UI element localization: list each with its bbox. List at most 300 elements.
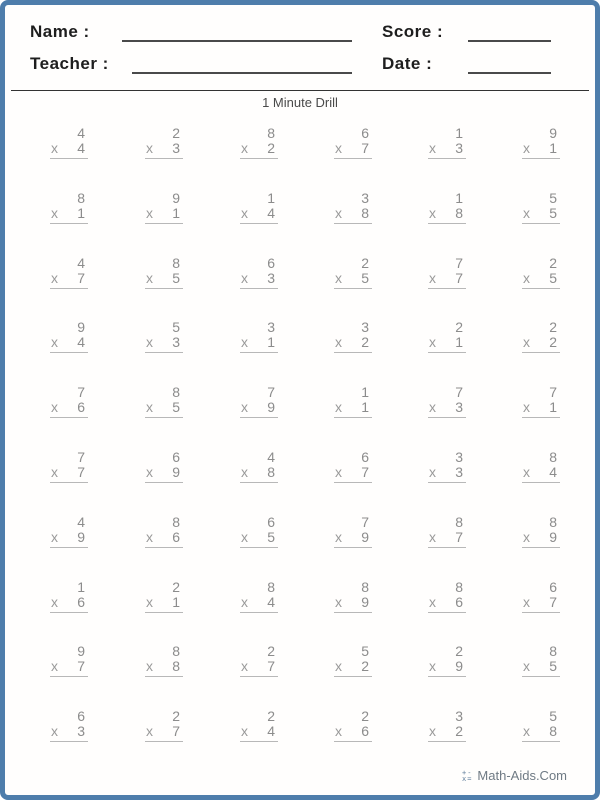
multiplication-problem — [50, 191, 88, 233]
multiplication-problem — [334, 644, 372, 686]
multiplier-row — [522, 530, 560, 545]
answer-space[interactable] — [522, 223, 560, 233]
multiplier: 4 — [267, 594, 275, 610]
multiply-sign: x — [335, 529, 342, 545]
multiplicand: 2 — [361, 255, 369, 271]
answer-space[interactable] — [334, 158, 372, 168]
multiplicand: 4 — [77, 255, 85, 271]
multiply-sign: x — [146, 723, 153, 739]
multiplier-row — [428, 206, 466, 221]
answer-space[interactable] — [240, 612, 278, 622]
multiplication-problem — [428, 450, 466, 492]
multiplier-row — [334, 724, 372, 739]
multiplicand: 8 — [549, 643, 557, 659]
multiply-sign: x — [51, 723, 58, 739]
multiplicand: 6 — [361, 125, 369, 141]
multiplier-row — [145, 595, 183, 610]
multiplier-row — [145, 400, 183, 415]
answer-space[interactable] — [522, 288, 560, 298]
multiplier: 1 — [549, 140, 557, 156]
answer-space[interactable] — [522, 547, 560, 557]
score-label: Score : — [382, 22, 444, 41]
multiplicand: 5 — [549, 190, 557, 206]
answer-space[interactable] — [334, 223, 372, 233]
multiply-sign: x — [51, 464, 58, 480]
multiplier: 7 — [77, 464, 85, 480]
multiply-sign: x — [523, 464, 530, 480]
multiply-sign: x — [51, 334, 58, 350]
multiplication-problem — [145, 256, 183, 298]
multiplier-row — [522, 141, 560, 156]
multiplier-row — [428, 659, 466, 674]
multiply-sign: x — [429, 270, 436, 286]
multiplicand: 1 — [267, 190, 275, 206]
answer-space[interactable] — [334, 288, 372, 298]
logo-times-equals: x= — [461, 774, 473, 783]
multiplication-problem — [50, 256, 88, 298]
multiply-sign: x — [429, 529, 436, 545]
multiplier-row — [428, 465, 466, 480]
multiplication-problem — [240, 385, 278, 427]
multiplication-problem — [334, 320, 372, 362]
name-blank-line[interactable] — [122, 40, 352, 42]
multiplicand: 1 — [77, 579, 85, 595]
multiplier-row — [334, 335, 372, 350]
multiplier: 2 — [361, 334, 369, 350]
multiply-sign: x — [51, 205, 58, 221]
multiply-sign: x — [429, 334, 436, 350]
multiplier: 4 — [267, 205, 275, 221]
multiplication-problem — [50, 644, 88, 686]
multiplier-row — [145, 206, 183, 221]
answer-space[interactable] — [240, 158, 278, 168]
multiplication-problem — [428, 256, 466, 298]
multiplicand: 4 — [267, 449, 275, 465]
multiplier: 5 — [172, 270, 180, 286]
answer-space[interactable] — [522, 676, 560, 686]
multiplier: 7 — [172, 723, 180, 739]
multiplier: 6 — [361, 723, 369, 739]
multiply-sign: x — [523, 334, 530, 350]
multiplicand: 8 — [549, 449, 557, 465]
multiplier: 5 — [549, 658, 557, 674]
answer-space[interactable] — [428, 547, 466, 557]
date-blank-line[interactable] — [468, 72, 551, 74]
answer-space[interactable] — [50, 612, 88, 622]
multiplier: 1 — [267, 334, 275, 350]
multiplier-row — [428, 141, 466, 156]
answer-space[interactable] — [240, 288, 278, 298]
answer-space[interactable] — [240, 741, 278, 751]
multiplier: 6 — [172, 529, 180, 545]
multiply-sign: x — [523, 140, 530, 156]
multiplication-problem — [50, 385, 88, 427]
multiplication-problem — [50, 450, 88, 492]
answer-space[interactable] — [145, 482, 183, 492]
multiplicand: 9 — [77, 319, 85, 335]
multiplication-problem — [50, 126, 88, 168]
multiplier: 3 — [172, 334, 180, 350]
multiply-sign: x — [241, 658, 248, 674]
multiplicand: 2 — [455, 319, 463, 335]
answer-space[interactable] — [145, 417, 183, 427]
answer-space[interactable] — [334, 417, 372, 427]
answer-space[interactable] — [334, 482, 372, 492]
multiplication-problem — [522, 580, 560, 622]
multiplier-row — [145, 530, 183, 545]
answer-space[interactable] — [334, 547, 372, 557]
multiply-sign: x — [241, 334, 248, 350]
multiplicand: 6 — [267, 514, 275, 530]
multiplier-row — [50, 206, 88, 221]
multiplicand: 5 — [361, 643, 369, 659]
multiplication-problem — [428, 709, 466, 751]
multiply-sign: x — [241, 140, 248, 156]
multiplier: 1 — [172, 594, 180, 610]
multiplier-row — [428, 271, 466, 286]
multiplication-problem — [240, 644, 278, 686]
answer-space[interactable] — [145, 741, 183, 751]
answer-space[interactable] — [145, 288, 183, 298]
multiply-sign: x — [51, 529, 58, 545]
multiply-sign: x — [429, 464, 436, 480]
multiplicand: 3 — [361, 319, 369, 335]
multiplicand: 6 — [172, 449, 180, 465]
multiplication-problem — [334, 580, 372, 622]
multiplication-problem — [522, 191, 560, 233]
answer-space[interactable] — [50, 741, 88, 751]
answer-space[interactable] — [145, 223, 183, 233]
multiplier-row — [240, 141, 278, 156]
multiplier: 9 — [455, 658, 463, 674]
multiplication-problem — [145, 191, 183, 233]
multiplicand: 2 — [549, 255, 557, 271]
multiplication-problem — [240, 256, 278, 298]
multiplicand: 2 — [267, 643, 275, 659]
answer-space[interactable] — [334, 612, 372, 622]
multiplier-row — [522, 335, 560, 350]
multiplier-row — [334, 659, 372, 674]
multiply-sign: x — [523, 594, 530, 610]
multiplication-problem — [145, 580, 183, 622]
multiplier-row — [50, 465, 88, 480]
multiply-sign: x — [523, 399, 530, 415]
worksheet-title: 1 Minute Drill — [262, 95, 338, 110]
date-label: Date : — [382, 54, 433, 73]
multiplier: 7 — [455, 529, 463, 545]
multiplicand: 6 — [361, 449, 369, 465]
multiplication-problem — [145, 709, 183, 751]
multiplier: 2 — [361, 658, 369, 674]
answer-space[interactable] — [145, 352, 183, 362]
multiplier: 8 — [549, 723, 557, 739]
multiplier-row — [240, 400, 278, 415]
multiplicand: 7 — [267, 384, 275, 400]
multiplicand: 3 — [455, 449, 463, 465]
multiplication-problem — [334, 709, 372, 751]
multiplicand: 2 — [455, 643, 463, 659]
answer-space[interactable] — [240, 547, 278, 557]
brand-name: Math-Aids.Com — [477, 768, 567, 783]
multiply-sign: x — [429, 723, 436, 739]
multiplier-row — [240, 465, 278, 480]
multiplicand: 9 — [172, 190, 180, 206]
answer-space[interactable] — [428, 352, 466, 362]
answer-space[interactable] — [240, 482, 278, 492]
multiplier: 7 — [361, 140, 369, 156]
multiply-sign: x — [335, 464, 342, 480]
header-divider — [11, 90, 589, 91]
multiplier: 1 — [172, 205, 180, 221]
multiply-sign: x — [429, 205, 436, 221]
multiply-sign: x — [335, 658, 342, 674]
teacher-blank-line[interactable] — [132, 72, 352, 74]
multiplication-problem — [145, 320, 183, 362]
multiplicand: 4 — [77, 125, 85, 141]
math-aids-logo-icon — [462, 770, 472, 782]
multiplier-row — [50, 335, 88, 350]
multiply-sign: x — [146, 464, 153, 480]
multiplier: 2 — [455, 723, 463, 739]
multiplier-row — [50, 141, 88, 156]
multiplier-row — [522, 271, 560, 286]
multiplier-row — [50, 530, 88, 545]
answer-space[interactable] — [522, 741, 560, 751]
multiply-sign: x — [429, 594, 436, 610]
multiplier: 8 — [455, 205, 463, 221]
multiplier-row — [522, 400, 560, 415]
multiplier-row — [334, 595, 372, 610]
multiply-sign: x — [146, 140, 153, 156]
multiplication-problem — [240, 709, 278, 751]
multiplicand: 7 — [77, 449, 85, 465]
multiplication-problem — [145, 515, 183, 557]
multiplier-row — [145, 271, 183, 286]
answer-space[interactable] — [145, 158, 183, 168]
answer-space[interactable] — [50, 417, 88, 427]
multiply-sign: x — [429, 399, 436, 415]
multiplication-problem — [334, 191, 372, 233]
multiplicand: 7 — [361, 514, 369, 530]
multiply-sign: x — [335, 270, 342, 286]
multiply-sign: x — [51, 140, 58, 156]
multiplication-problem — [240, 320, 278, 362]
multiplier: 4 — [267, 723, 275, 739]
multiplier: 7 — [267, 658, 275, 674]
multiply-sign: x — [523, 658, 530, 674]
answer-space[interactable] — [145, 676, 183, 686]
multiplication-problem — [145, 385, 183, 427]
answer-space[interactable] — [240, 417, 278, 427]
multiplier: 3 — [172, 140, 180, 156]
multiplication-problem — [428, 126, 466, 168]
answer-space[interactable] — [145, 547, 183, 557]
multiplication-problem — [334, 256, 372, 298]
multiplication-problem — [428, 515, 466, 557]
multiplicand: 9 — [549, 125, 557, 141]
multiply-sign: x — [335, 594, 342, 610]
multiplier-row — [145, 465, 183, 480]
multiplier: 2 — [549, 334, 557, 350]
multiplier-row — [240, 335, 278, 350]
answer-space[interactable] — [428, 741, 466, 751]
answer-space[interactable] — [50, 158, 88, 168]
multiplication-problem — [428, 320, 466, 362]
multiply-sign: x — [146, 399, 153, 415]
multiply-sign: x — [523, 270, 530, 286]
multiplicand: 2 — [172, 125, 180, 141]
multiplier-row — [145, 335, 183, 350]
multiplication-problem — [522, 385, 560, 427]
answer-space[interactable] — [428, 158, 466, 168]
teacher-label: Teacher : — [30, 54, 109, 73]
answer-space[interactable] — [428, 417, 466, 427]
multiply-sign: x — [241, 529, 248, 545]
answer-space[interactable] — [428, 612, 466, 622]
multiplicand: 8 — [172, 255, 180, 271]
answer-space[interactable] — [145, 612, 183, 622]
multiplier-row — [50, 724, 88, 739]
multiplicand: 6 — [549, 579, 557, 595]
multiply-sign: x — [335, 140, 342, 156]
multiply-sign: x — [241, 594, 248, 610]
multiplier: 1 — [361, 399, 369, 415]
multiplier: 7 — [361, 464, 369, 480]
multiplier-row — [334, 271, 372, 286]
multiply-sign: x — [429, 140, 436, 156]
multiplier-row — [522, 465, 560, 480]
answer-space[interactable] — [240, 223, 278, 233]
multiplicand: 3 — [455, 708, 463, 724]
multiplication-problem — [522, 450, 560, 492]
multiplicand: 8 — [455, 514, 463, 530]
multiplicand: 5 — [172, 319, 180, 335]
multiplication-problem — [522, 515, 560, 557]
multiply-sign: x — [146, 594, 153, 610]
answer-space[interactable] — [50, 547, 88, 557]
multiplier-row — [428, 595, 466, 610]
multiplier: 6 — [455, 594, 463, 610]
multiplicand: 3 — [361, 190, 369, 206]
multiplier: 3 — [455, 464, 463, 480]
multiplicand: 5 — [549, 708, 557, 724]
multiplicand: 2 — [267, 708, 275, 724]
answer-space[interactable] — [334, 741, 372, 751]
answer-space[interactable] — [50, 223, 88, 233]
answer-space[interactable] — [334, 352, 372, 362]
answer-space[interactable] — [522, 158, 560, 168]
multiply-sign: x — [523, 723, 530, 739]
answer-space[interactable] — [522, 612, 560, 622]
answer-space[interactable] — [522, 417, 560, 427]
answer-space[interactable] — [240, 676, 278, 686]
multiplicand: 1 — [455, 125, 463, 141]
answer-space[interactable] — [50, 676, 88, 686]
answer-space[interactable] — [522, 482, 560, 492]
multiplicand: 2 — [361, 708, 369, 724]
multiplier: 1 — [77, 205, 85, 221]
answer-space[interactable] — [428, 676, 466, 686]
answer-space[interactable] — [428, 482, 466, 492]
multiplier: 5 — [172, 399, 180, 415]
multiplier: 3 — [267, 270, 275, 286]
multiply-sign: x — [146, 529, 153, 545]
multiplication-problem — [522, 126, 560, 168]
multiply-sign: x — [51, 270, 58, 286]
multiply-sign: x — [146, 205, 153, 221]
multiplier: 9 — [77, 529, 85, 545]
multiplier: 5 — [267, 529, 275, 545]
multiply-sign: x — [51, 399, 58, 415]
multiplier-row — [50, 659, 88, 674]
answer-space[interactable] — [334, 676, 372, 686]
multiplier-row — [145, 724, 183, 739]
answer-space[interactable] — [50, 352, 88, 362]
multiplier: 5 — [549, 205, 557, 221]
multiplier: 8 — [361, 205, 369, 221]
answer-space[interactable] — [50, 288, 88, 298]
multiplier-row — [428, 724, 466, 739]
multiplier-row — [240, 271, 278, 286]
multiplier: 7 — [77, 658, 85, 674]
multiplication-problem — [428, 385, 466, 427]
multiplier: 7 — [549, 594, 557, 610]
multiplier-row — [334, 530, 372, 545]
answer-space[interactable] — [428, 288, 466, 298]
multiplicand: 2 — [172, 708, 180, 724]
multiplicand: 2 — [549, 319, 557, 335]
multiplicand: 8 — [172, 643, 180, 659]
multiplier: 5 — [361, 270, 369, 286]
multiplication-problem — [50, 709, 88, 751]
multiplicand: 6 — [77, 708, 85, 724]
multiplier-row — [50, 400, 88, 415]
multiply-sign: x — [241, 205, 248, 221]
multiplier-row — [428, 530, 466, 545]
multiplication-problem — [145, 126, 183, 168]
answer-space[interactable] — [50, 482, 88, 492]
multiplication-problem — [522, 709, 560, 751]
answer-space[interactable] — [428, 223, 466, 233]
multiplier-row — [50, 271, 88, 286]
multiplicand: 8 — [549, 514, 557, 530]
multiplier-row — [145, 659, 183, 674]
multiplicand: 1 — [361, 384, 369, 400]
multiplier: 6 — [77, 399, 85, 415]
multiplier: 9 — [267, 399, 275, 415]
multiply-sign: x — [146, 334, 153, 350]
score-blank-line[interactable] — [468, 40, 551, 42]
multiplicand: 8 — [172, 384, 180, 400]
multiplication-problem — [240, 450, 278, 492]
multiplier-row — [522, 724, 560, 739]
multiplicand: 7 — [549, 384, 557, 400]
multiplication-problem — [240, 126, 278, 168]
multiplication-problem — [334, 385, 372, 427]
multiply-sign: x — [523, 205, 530, 221]
multiplication-problem — [428, 580, 466, 622]
multiplier: 6 — [77, 594, 85, 610]
answer-space[interactable] — [240, 352, 278, 362]
multiplier-row — [334, 141, 372, 156]
multiplier: 4 — [77, 140, 85, 156]
multiplier: 3 — [455, 399, 463, 415]
multiplier-row — [240, 530, 278, 545]
answer-space[interactable] — [522, 352, 560, 362]
multiply-sign: x — [241, 399, 248, 415]
multiplicand: 8 — [455, 579, 463, 595]
multiplication-problem — [145, 450, 183, 492]
